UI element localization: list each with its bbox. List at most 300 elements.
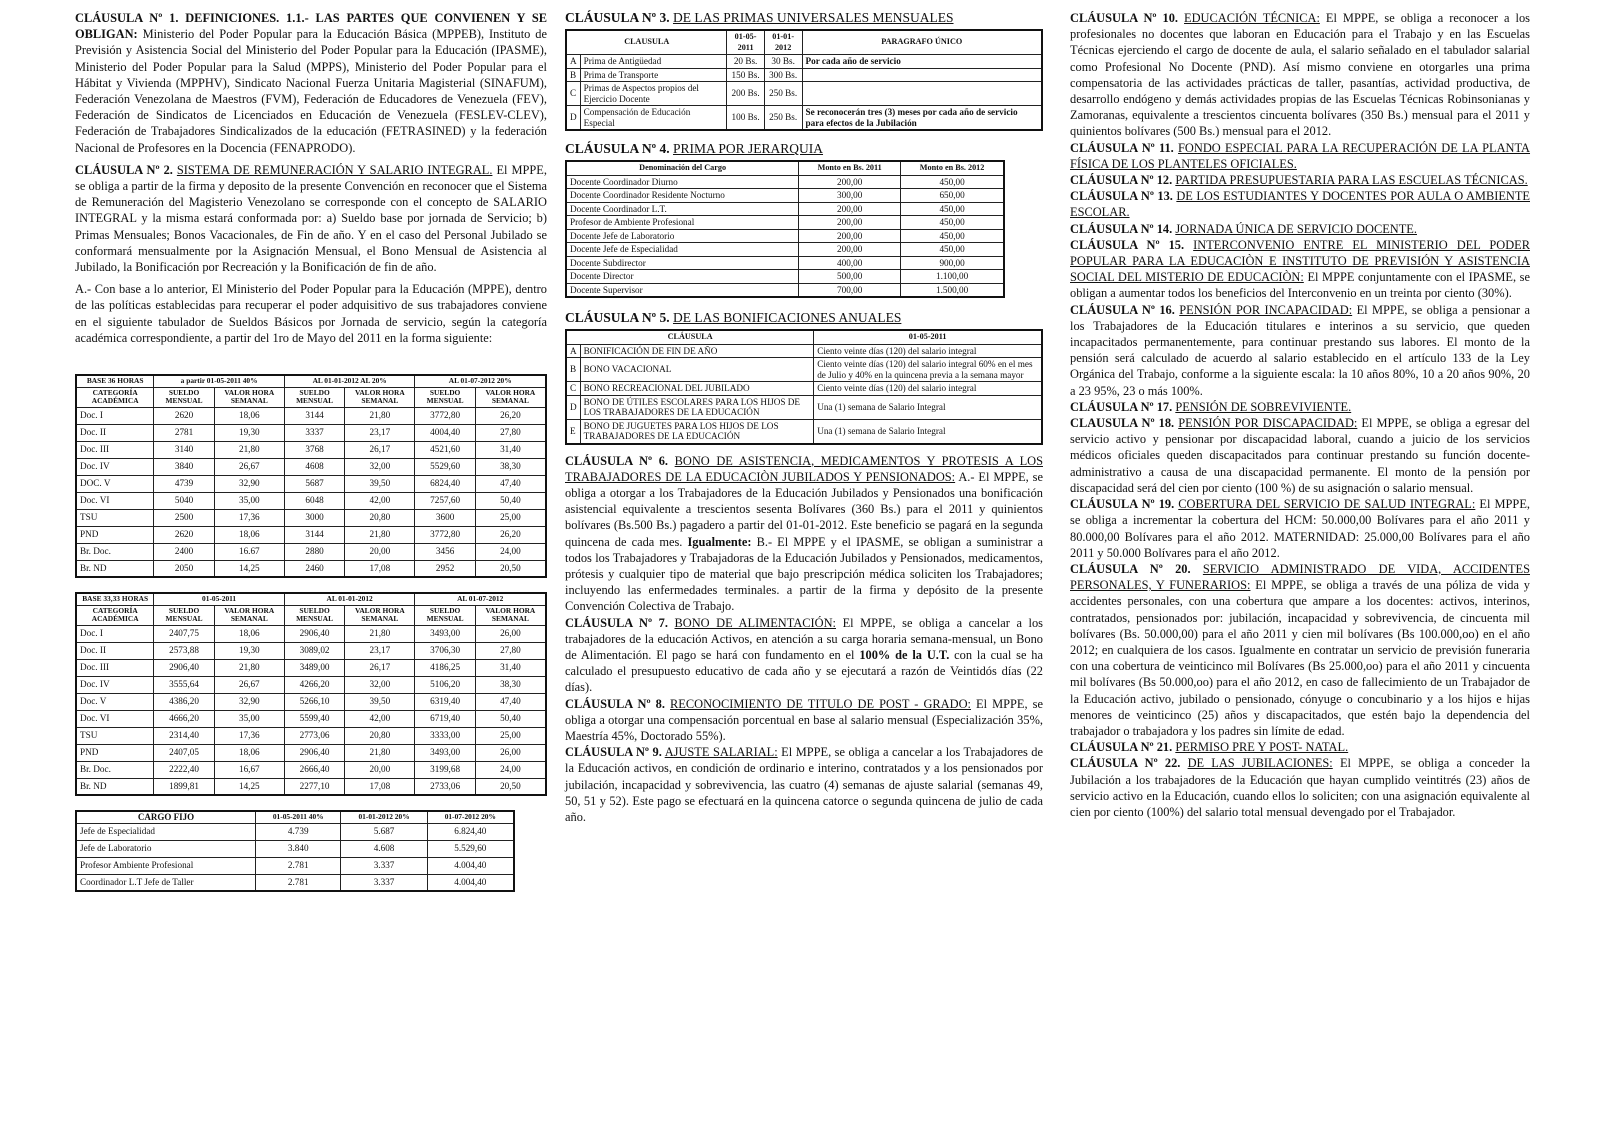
t33-row-cell: 17,08 — [345, 778, 415, 795]
clause-12-title: PARTIDA PRESUPUESTARIA PARA LAS ESCUELAS TÉCNICAS. — [1175, 173, 1528, 188]
bonificacion-row-cell: A — [566, 344, 580, 358]
t36-row-cell: TSU — [76, 509, 154, 526]
t36-row-cell: 2620 — [154, 526, 214, 543]
bonificacion-row-cell: Ciento veinte días (120) del salario integral — [814, 344, 1042, 358]
t3-h3: PARAGRAFO ÚNICO — [802, 30, 1042, 55]
t33-row-cell: 23,17 — [345, 642, 415, 659]
clause-18 — [1070, 415, 1530, 496]
t36-row-cell: 21,80 — [345, 526, 415, 543]
clause-1-body: Ministerio del Poder Popular para la Educación Básica (MPPEB), Instituto de Previsión y Asistencia Social del Ministerio del Poder Popular para la Educación (IPASME), Ministerio del Poder Popular para la Salud (MPPS), Ministerio del Poder Popular para el Hábitat y Vivienda (MPPHV), Sindicato Nacional Fuerza Unitaria Magisterial (SINAFUM), Federación Venezolana de Maestros (FVM), Federación de Educadores de Venezuela (FEV), Federación de Sindicatos de Licenciados en Educación de Venezuela (FESLEV-CLEV), Federación de Trabajadores Sindicalizados de la educación (FETRASINED) y la federación Nacional de Profesores en la Docencia (FENAPRODO). — [75, 27, 547, 155]
t36-row-cell: 3144 — [284, 407, 344, 424]
t36-row-cell: 5687 — [284, 475, 344, 492]
bonificacion-row-cell: Una (1) semana de Salario Integral — [814, 395, 1042, 419]
t36-h-sm3: SUELDO MENSUAL — [415, 387, 475, 407]
cargo-row-cell: 3.337 — [341, 857, 427, 874]
primas-row-cell: Prima de Antigüedad — [580, 55, 727, 69]
jerarquia-row-cell: 900,00 — [901, 256, 1004, 270]
bonificacion-row-cell: BONIFICACIÓN DE FIN DE AÑO — [580, 344, 814, 358]
t33-period-3: AL 01-07-2012 — [415, 593, 546, 605]
t36-row-cell: 20,80 — [345, 509, 415, 526]
t36-row-cell: 35,00 — [214, 492, 284, 509]
cargo-h3: 01-07-2012 20% — [427, 811, 514, 823]
t33-row-cell: 5599,40 — [284, 710, 344, 727]
cargo-row-cell: 3.337 — [341, 874, 427, 891]
t33-row-cell: Doc. II — [76, 642, 154, 659]
clause-2 — [75, 162, 547, 275]
clause-13-label: CLÁUSULA Nº 13. — [1070, 189, 1173, 204]
t36-row-cell: 3768 — [284, 441, 344, 458]
jerarquia-row-cell: 400,00 — [799, 256, 901, 270]
t33-row-cell: 4666,20 — [154, 710, 214, 727]
t36-row-cell: 20,50 — [475, 560, 546, 577]
t36-row-cell: 3840 — [154, 458, 214, 475]
jerarquia-row — [566, 202, 1004, 216]
jerarquia-row-cell: 1.500,00 — [901, 283, 1004, 297]
clause-6-b-label: Igualmente: — [687, 534, 752, 549]
bonificacion-row-cell: BONO DE JUGUETES PARA LOS HIJOS DE LOS TRABAJADORES DE LA EDUCACIÓN — [580, 419, 814, 444]
t36-row-cell: DOC. V — [76, 475, 154, 492]
t33-row-cell: 1899,81 — [154, 778, 214, 795]
clause-7-body: El MPPE, se obliga a cancelar a los trabajadores de la educación Activos, en atención a su carga horaria semana-mensual, un Bono de Alimentación. El pago se hará con fundamento en el — [565, 615, 1043, 662]
t33-row-cell: 6719,40 — [415, 710, 475, 727]
t33-row-cell: 2666,40 — [284, 761, 344, 778]
t33-row-cell: 50,40 — [475, 710, 546, 727]
t33-period-1: 01-05-2011 — [154, 593, 285, 605]
primas-row-cell: 250 Bs. — [764, 82, 802, 106]
cargo-row-cell: 4.739 — [255, 823, 341, 840]
t36-row-cell: 18,06 — [214, 526, 284, 543]
primas-row — [566, 82, 1042, 106]
t33-row-cell: 26,00 — [475, 744, 546, 761]
clause-16 — [1070, 302, 1530, 399]
cargo-row — [76, 857, 514, 874]
t33-h-sm1: SUELDO MENSUAL — [154, 605, 214, 625]
bonificacion-row — [566, 419, 1042, 444]
t36-row-cell: 5529,60 — [415, 458, 475, 475]
clause-6-b-body: B.- El MPPE y el IPASME, se obligan a suministrar a todos los Trabajadores y Trabajadoras de la Educación Jubilados y Pensionados, medicamentos, prótesis y cualquier tipo de material que bajo prescripción médica soliciten los Trabajadores; incluyendo las enfermedades terminales. a partir de la firma y depósito de la presente Convención Colectiva de Trabajo. — [565, 534, 1043, 614]
primas-row — [566, 55, 1042, 69]
t33-row-cell: 24,00 — [475, 761, 546, 778]
bonificacion-row-cell: D — [566, 395, 580, 419]
t36-row-cell: Doc. III — [76, 441, 154, 458]
t36-row-cell: 3337 — [284, 424, 344, 441]
t36-row-cell: 24,00 — [475, 543, 546, 560]
t36-row-cell: 2400 — [154, 543, 214, 560]
t33-row-cell: Doc. V — [76, 693, 154, 710]
jerarquia-row-cell: 450,00 — [901, 243, 1004, 257]
bonificacion-row — [566, 382, 1042, 396]
bonificacion-row-cell: B — [566, 358, 580, 382]
t36-h-vh3: VALOR HORA SEMANAL — [475, 387, 546, 407]
clause-13 — [1070, 188, 1530, 220]
t33-period-2: AL 01-01-2012 — [284, 593, 415, 605]
primas-row — [566, 68, 1042, 82]
clause-7-bold: 100% de la U.T. — [859, 647, 950, 662]
clause-1-title: CLÁUSULA Nº 1. DEFINICIONES. 1.1.- LAS PARTES QUE CONVIENEN Y SE OBLIGAN: — [75, 11, 547, 42]
clause-11-label: CLÁUSULA Nº 11. — [1070, 140, 1174, 155]
t33-row-cell: 3493,00 — [415, 625, 475, 642]
t36-row-cell: Doc. I — [76, 407, 154, 424]
t33-row-cell: 14,25 — [214, 778, 284, 795]
t36-row — [76, 458, 546, 475]
jerarquia-row-cell: Docente Subdirector — [566, 256, 799, 270]
t36-row-cell: 23,17 — [345, 424, 415, 441]
clause-8 — [565, 696, 1043, 745]
jerarquia-row-cell: 450,00 — [901, 229, 1004, 243]
t33-row-cell: 2407,05 — [154, 744, 214, 761]
t33-row-cell: 17,36 — [214, 727, 284, 744]
t33-row-cell: 2906,40 — [154, 659, 214, 676]
cargo-row-cell: 6.824,40 — [427, 823, 514, 840]
t36-row-cell: 50,40 — [475, 492, 546, 509]
t33-row-cell: 35,00 — [214, 710, 284, 727]
t33-row-cell: 26,67 — [214, 676, 284, 693]
clause-18-body: El MPPE, se obliga a egresar del servicio activo y pensionar por discapacidad laboral, cuando a juicio de los servicios médicos oficiales queden discapacitados para continuar prestando su función docente-administrativo a causa de una discapacidad permanente. El monto de la pensión por discapacidad será del cien por ciento (100 %) de su asignación o salario mensual. — [1070, 416, 1530, 495]
clause-12 — [1070, 172, 1530, 188]
t36-row-cell: 7257,60 — [415, 492, 475, 509]
t33-row-cell: 20,80 — [345, 727, 415, 744]
primas-table — [565, 29, 1043, 131]
clause-2-body: El MPPE, se obliga a partir de la firma y deposito de la presente Convención en reconocer que el Sistema de Remuneración del Magisterio Venezolano se corresponde con el concepto de SALARIO INTEGRAL y la misma estará conformada por: a) Sueldo base por jornada de Servicio; b) Primas Mensuales; Bonos Vacacionales, de Fin de año. Y en el caso del Personal Jubilado se conformará mensualmente por la Asignación Mensual, el Bono Mensual de Asistencia al Jubilado, la Bonificación por Recreación y la Bonificación de fin de año. — [75, 162, 547, 275]
jerarquia-row — [566, 283, 1004, 297]
primas-row-cell: 250 Bs. — [764, 106, 802, 131]
t33-row-cell: 2222,40 — [154, 761, 214, 778]
clause-6-title: BONO DE ASISTENCIA, MEDICAMENTOS Y PROTESIS A LOS TRABAJADORES DE LA EDUCACIÒN JUBILADOS Y PENSIONADOS: — [565, 453, 1043, 484]
t3-h0: CLAUSULA — [566, 30, 727, 55]
t36-row-cell: 32,90 — [214, 475, 284, 492]
t36-row-cell: 25,00 — [475, 509, 546, 526]
t33-row-cell: 38,30 — [475, 676, 546, 693]
primas-row-cell: Primas de Aspectos propios del Ejercicio Docente — [580, 82, 727, 106]
t33-row-cell: 32,00 — [345, 676, 415, 693]
clause-19 — [1070, 496, 1530, 561]
jerarquia-row-cell: 300,00 — [799, 189, 901, 203]
t36-row-cell: 4521,60 — [415, 441, 475, 458]
primas-row-cell: Compensación de Educación Especial — [580, 106, 727, 131]
t33-row-cell: 2773,06 — [284, 727, 344, 744]
t33-row-cell: 4186,25 — [415, 659, 475, 676]
t33-row-cell: Doc. III — [76, 659, 154, 676]
t5-h0: CLÁUSULA — [566, 330, 814, 344]
t5-h1: 01-05-2011 — [814, 330, 1042, 344]
clause-17 — [1070, 399, 1530, 415]
clause-3-title: DE LAS PRIMAS UNIVERSALES MENSUALES — [672, 10, 954, 25]
cargo-row-cell: Profesor Ambiente Profesional — [76, 857, 255, 874]
column-right — [1070, 10, 1530, 820]
cargo-row — [76, 840, 514, 857]
clause-2-a: A.- Con base a lo anterior, El Ministerio del Poder Popular para la Educación (MPPE), dentro de las políticas establecidas para recuperar el poder adquisitivo de sus trabajadores conviene en el siguiente tabulador de Sueldos Básicos por Jornada de servicio, según la categoría académica correspondiente, a partir del 1ro de Mayo del 2011 en la forma siguiente: — [75, 282, 547, 345]
jerarquia-row-cell: Docente Coordinador Diurno — [566, 175, 799, 189]
clause-4-label: CLÁUSULA Nº 4. — [565, 141, 670, 156]
clause-14 — [1070, 221, 1530, 237]
t33-h-sm3: SUELDO MENSUAL — [415, 605, 475, 625]
t33-row-cell: 26,00 — [475, 625, 546, 642]
t36-row-cell: 3144 — [284, 526, 344, 543]
clause-21-label: CLÁUSULA Nº 21. — [1070, 740, 1173, 755]
t33-row-cell: Br. Doc. — [76, 761, 154, 778]
primas-row-cell: Por cada año de servicio — [802, 55, 1042, 69]
clause-14-title: JORNADA ÚNICA DE SERVICIO DOCENTE. — [1175, 221, 1417, 236]
t36-row-cell: PND — [76, 526, 154, 543]
t33-row-cell: 16,67 — [214, 761, 284, 778]
clause-22-label: CLÁUSULA Nº 22. — [1070, 756, 1181, 771]
clause-11 — [1070, 140, 1530, 172]
t33-row-cell: 6319,40 — [415, 693, 475, 710]
t33-row-cell: 2573,88 — [154, 642, 214, 659]
clause-20-label: CLÁUSULA Nº 20. — [1070, 561, 1191, 576]
t36-row-cell: 47,40 — [475, 475, 546, 492]
t36-row-cell: 42,00 — [345, 492, 415, 509]
t36-row-cell: 17,08 — [345, 560, 415, 577]
jerarquia-row-cell: 200,00 — [799, 202, 901, 216]
clause-1 — [75, 10, 547, 156]
clause-4-title: PRIMA POR JERARQUIA — [672, 141, 824, 156]
jerarquia-row — [566, 175, 1004, 189]
clause-10-body: El MPPE, se obliga a reconocer a los profesionales no docentes que laboran en Educación para el Trabajo y en las Escuelas Técnicas ejerciendo el cargo de docente de aula, el salario señalado en el tabulador salarial como Profesional No Docente (PND). Así mismo conviene en otorgarles una prima compensatoria de las actividades prácticas de taller, pasantías, actividad productiva, de desarrollo endógeno y demás actividades propias de las Escuelas Técnicas Robinsonianas y Zamoranas, equivalente a trescientos cincuenta bolívares (350 Bs.) mensual para el 2011 y quinientos bolívares (500 Bs.) mensual para el 2012. — [1070, 11, 1530, 139]
t33-row-cell: 3706,30 — [415, 642, 475, 659]
bonificaciones-table — [565, 329, 1043, 445]
t36-period-3: AL 01-07-2012 20% — [415, 375, 546, 387]
t33-row — [76, 693, 546, 710]
cargo-h2: 01-01-2012 20% — [341, 811, 427, 823]
t33-row-cell: 2906,40 — [284, 744, 344, 761]
primas-row-cell: C — [566, 82, 580, 106]
jerarquia-row — [566, 189, 1004, 203]
cargo-row-cell: 5.687 — [341, 823, 427, 840]
clause-9 — [565, 744, 1043, 825]
clause-20-title: SERVICIO ADMINISTRADO DE VIDA, ACCIDENTES PERSONALES, Y FUNERARIOS: — [1070, 561, 1530, 593]
t36-row-cell: 3772,80 — [415, 526, 475, 543]
t36-row-cell: 31,40 — [475, 441, 546, 458]
cargo-row-cell: 4.608 — [341, 840, 427, 857]
t36-row — [76, 475, 546, 492]
bonificacion-row-cell: BONO VACACIONAL — [580, 358, 814, 382]
jerarquia-row-cell: Profesor de Ambiente Profesional — [566, 216, 799, 230]
clause-12-label: CLÁUSULA Nº 12. — [1070, 173, 1173, 188]
bonificacion-row-cell: Ciento veinte días (120) del salario integral — [814, 382, 1042, 396]
t33-row-cell: TSU — [76, 727, 154, 744]
clause-16-label: CLÁUSULA Nº 16. — [1070, 302, 1175, 317]
t36-h-vh2: VALOR HORA SEMANAL — [345, 387, 415, 407]
t36-row — [76, 543, 546, 560]
t36-row-cell: 4608 — [284, 458, 344, 475]
t36-row-cell: Br. Doc. — [76, 543, 154, 560]
cargo-row — [76, 823, 514, 840]
t36-row-cell: 3772,80 — [415, 407, 475, 424]
t3-h2: 01-01-2012 — [764, 30, 802, 55]
bonificacion-row-cell: Una (1) semana de Salario Integral — [814, 419, 1042, 444]
t3-h1: 01-05-2011 — [727, 30, 764, 55]
jerarquia-table — [565, 160, 1005, 298]
clause-3-label: CLÁUSULA Nº 3. — [565, 10, 670, 25]
column-left — [75, 10, 547, 892]
clause-14-label: CLÁUSULA Nº 14. — [1070, 221, 1173, 236]
t36-row-cell: 19,30 — [214, 424, 284, 441]
t33-row-cell: 3089,02 — [284, 642, 344, 659]
t36-row-cell: 2500 — [154, 509, 214, 526]
t36-row-cell: 4739 — [154, 475, 214, 492]
t33-row — [76, 710, 546, 727]
cargo-fijo-table — [75, 810, 515, 892]
jerarquia-row-cell: 500,00 — [799, 270, 901, 284]
t36-h-vh1: VALOR HORA SEMANAL — [214, 387, 284, 407]
clause-9-title: AJUSTE SALARIAL: — [664, 745, 778, 760]
t33-row-cell: 21,80 — [345, 625, 415, 642]
t36-period-1: a partir 01-05-2011 40% — [154, 375, 285, 387]
t33-row-cell: 2314,40 — [154, 727, 214, 744]
t33-row — [76, 744, 546, 761]
t33-row-cell: 26,17 — [345, 659, 415, 676]
t36-row-cell: 16.67 — [214, 543, 284, 560]
cargo-row-cell: Jefe de Laboratorio — [76, 840, 255, 857]
t36-row-cell: 26,67 — [214, 458, 284, 475]
jerarquia-row — [566, 270, 1004, 284]
t36-row — [76, 492, 546, 509]
salary-table-36 — [75, 374, 547, 578]
clause-20-body: El MPPE, se obliga a través de una póliza de vida y accidentes personales, con una cobertura que ampare a los docentes: activos, interinos, contratados, pensionados por: jubilación, incapacidad y sobrevivencia, de cincuenta mil bolívares (Bs. 50.000,00) para el año 2011 y cien mil bolívares (Bs 100.000,oo) en el año 2012; en cualquiera de los casos. Igualmente en contratar un servicio de previsión funeraria con una cobertura de veinticinco mil Bolívares (Bs 25.000,oo) para el año 2011 y cincuenta mil bolívares (Bs 50.000,oo) para el año 2012, en caso de fallecimiento de un Trabajador de la Educación activo, jubilado o pensionado, cónyuge o concubinario y a los hijos e hijas menores de veinticinco (25) años y discapacitados, que estén bajo la dependencia del trabajador o trabajadora y los padres sin límite de edad. — [1070, 578, 1530, 738]
clause-17-label: CLÁUSULA Nº 17. — [1070, 399, 1173, 414]
t36-row-cell: 6824,40 — [415, 475, 475, 492]
clause-8-label: CLÁUSULA Nº 8. — [565, 696, 665, 711]
t36-row — [76, 424, 546, 441]
t36-row-cell: 26,20 — [475, 526, 546, 543]
primas-row-cell: 20 Bs. — [727, 55, 764, 69]
t33-h-vh1: VALOR HORA SEMANAL — [214, 605, 284, 625]
t33-row-cell: 19,30 — [214, 642, 284, 659]
clause-5-title: DE LAS BONIFICACIONES ANUALES — [672, 310, 902, 325]
bonificacion-row-cell: BONO DE ÚTILES ESCOLARES PARA LOS HIJOS DE LOS TRABAJADORES DE LA EDUCACIÓN — [580, 395, 814, 419]
t36-row-cell: Br. ND — [76, 560, 154, 577]
cargo-h0: CARGO FIJO — [76, 811, 255, 823]
jerarquia-row-cell: 200,00 — [799, 229, 901, 243]
t33-row — [76, 727, 546, 744]
clause-21 — [1070, 739, 1530, 755]
t33-row — [76, 761, 546, 778]
t33-row-cell: 42,00 — [345, 710, 415, 727]
cargo-row-cell: Jefe de Especialidad — [76, 823, 255, 840]
t36-row-cell: 21,80 — [345, 407, 415, 424]
t33-row — [76, 625, 546, 642]
t33-row-cell: Br. ND — [76, 778, 154, 795]
t33-row-cell: 18,06 — [214, 625, 284, 642]
clause-5-label: CLÁUSULA Nº 5. — [565, 310, 670, 325]
t36-row-cell: 14,25 — [214, 560, 284, 577]
clause-6-label: CLÁUSULA Nº 6. — [565, 453, 669, 468]
primas-row-cell: B — [566, 68, 580, 82]
primas-row-cell: Se reconocerán tres (3) meses por cada año de servicio para efectos de la Jubilación — [802, 106, 1042, 131]
clause-9-body: El MPPE, se obliga a cancelar a los Trabajadores de la Educación activos, en condición de ordinario e interino, contratados y a los pensionados por jubilación, incapacidad y sobrevivencia, las cuatro (4) semanas de ajuste salarial (semanas 49, 50, 51 y 52). Este pago se efectuará en la quincena catorce o segunda quincena de julio de cada año. — [565, 745, 1043, 824]
clause-17-title: PENSIÓN DE SOBREVIVIENTE. — [1175, 399, 1352, 414]
clause-15-label: CLÁUSULA Nº 15. — [1070, 237, 1185, 252]
clause-2-label: CLÁUSULA Nº 2. — [75, 162, 173, 177]
t33-row-cell: 2277,10 — [284, 778, 344, 795]
t33-row — [76, 778, 546, 795]
cargo-h1: 01-05-2011 40% — [255, 811, 341, 823]
primas-row-cell: Prima de Transporte — [580, 68, 727, 82]
t33-row-cell: 39,50 — [345, 693, 415, 710]
t36-h-cat: CATEGORÍA ACADÉMICA — [76, 387, 154, 407]
t36-row-cell: Doc. II — [76, 424, 154, 441]
t36-row-cell: 26,20 — [475, 407, 546, 424]
cargo-row-cell: 4.004,40 — [427, 857, 514, 874]
primas-row-cell: 300 Bs. — [764, 68, 802, 82]
jerarquia-row-cell: Docente Coordinador Residente Nocturno — [566, 189, 799, 203]
t4-h1: Monto en Bs. 2011 — [799, 161, 901, 175]
jerarquia-row-cell: 450,00 — [901, 216, 1004, 230]
jerarquia-row-cell: Docente Jefe de Laboratorio — [566, 229, 799, 243]
cargo-row — [76, 874, 514, 891]
t36-row-cell: 2460 — [284, 560, 344, 577]
clause-20 — [1070, 561, 1530, 739]
clause-22-body: El MPPE, se obliga a conceder la Jubilación a los trabajadores de la Educación que hayan cumplido veintitrés (23) años de servicio activo en la Educación, cuando ellos lo soliciten; con una asignación equivalente al cien por ciento (100%) del salario total mensual devengado por el Trabajador. — [1070, 756, 1530, 819]
t33-row-cell: 27,80 — [475, 642, 546, 659]
bonificacion-row-cell: C — [566, 382, 580, 396]
cargo-row-cell: 2.781 — [255, 874, 341, 891]
t36-row-cell: 3000 — [284, 509, 344, 526]
clause-7-title: BONO DE ALIMENTACIÓN: — [674, 615, 836, 630]
jerarquia-row — [566, 216, 1004, 230]
clause-18-title: PENSIÓN POR DISCAPACIDAD: — [1178, 416, 1358, 431]
t33-row-cell: PND — [76, 744, 154, 761]
clause-7 — [565, 615, 1043, 696]
t36-row — [76, 441, 546, 458]
clause-7-body-2: con la cual se ha calculado el presupuesto educativo de cada año y se ejecutará a razón de Veintidós días (22 días). — [565, 647, 1043, 695]
bonificacion-row-cell: Ciento veinte días (120) del salario integral 60% en el mes de Julio y 40% en la quincena previa a la semana mayor — [814, 358, 1042, 382]
t36-row-cell: Doc. IV — [76, 458, 154, 475]
t33-row-cell: 5106,20 — [415, 676, 475, 693]
t36-row-cell: 20,00 — [345, 543, 415, 560]
clause-13-title: DE LOS ESTUDIANTES Y DOCENTES POR AULA O AMBIENTE ESCOLAR. — [1070, 189, 1530, 220]
t36-row-cell: 38,30 — [475, 458, 546, 475]
jerarquia-row-cell: Docente Coordinador L.T. — [566, 202, 799, 216]
t36-row-cell: 2781 — [154, 424, 214, 441]
clause-9-label: CLÁUSULA Nº 9. — [565, 745, 662, 760]
t36-row-cell: 2952 — [415, 560, 475, 577]
bonificacion-row — [566, 344, 1042, 358]
t36-row-cell: 27,80 — [475, 424, 546, 441]
t33-row — [76, 659, 546, 676]
t36-row-cell: 39,50 — [345, 475, 415, 492]
t36-row-cell: 3456 — [415, 543, 475, 560]
t33-row-cell: 31,40 — [475, 659, 546, 676]
t36-row-cell: 5040 — [154, 492, 214, 509]
clause-10-title: EDUCACIÓN TÉCNICA: — [1184, 11, 1320, 25]
t33-row-cell: 25,00 — [475, 727, 546, 744]
clause-4-heading — [565, 141, 1043, 157]
clause-15 — [1070, 237, 1530, 302]
t33-row-cell: Doc. IV — [76, 676, 154, 693]
clause-5-heading — [565, 310, 1043, 326]
t33-row-cell: 2733,06 — [415, 778, 475, 795]
column-middle — [565, 10, 1043, 825]
cargo-row-cell: 4.004,40 — [427, 874, 514, 891]
clause-3-heading — [565, 10, 1043, 26]
t36-row — [76, 526, 546, 543]
t36-row-cell: 18,06 — [214, 407, 284, 424]
t4-h2: Monto en Bs. 2012 — [901, 161, 1004, 175]
t36-period-2: AL 01-01-2012 AL 20% — [284, 375, 415, 387]
primas-row-cell: D — [566, 106, 580, 131]
t4-h0: Denominación del Cargo — [566, 161, 799, 175]
t36-row — [76, 509, 546, 526]
jerarquia-row-cell: 450,00 — [901, 202, 1004, 216]
t33-row-cell: 21,80 — [345, 744, 415, 761]
t33-row-cell: 4386,20 — [154, 693, 214, 710]
primas-row-cell: 200 Bs. — [727, 82, 764, 106]
t33-row-cell: Doc. VI — [76, 710, 154, 727]
t33-row-cell: 32,90 — [214, 693, 284, 710]
bonificacion-row-cell: BONO RECREACIONAL DEL JUBILADO — [580, 382, 814, 396]
